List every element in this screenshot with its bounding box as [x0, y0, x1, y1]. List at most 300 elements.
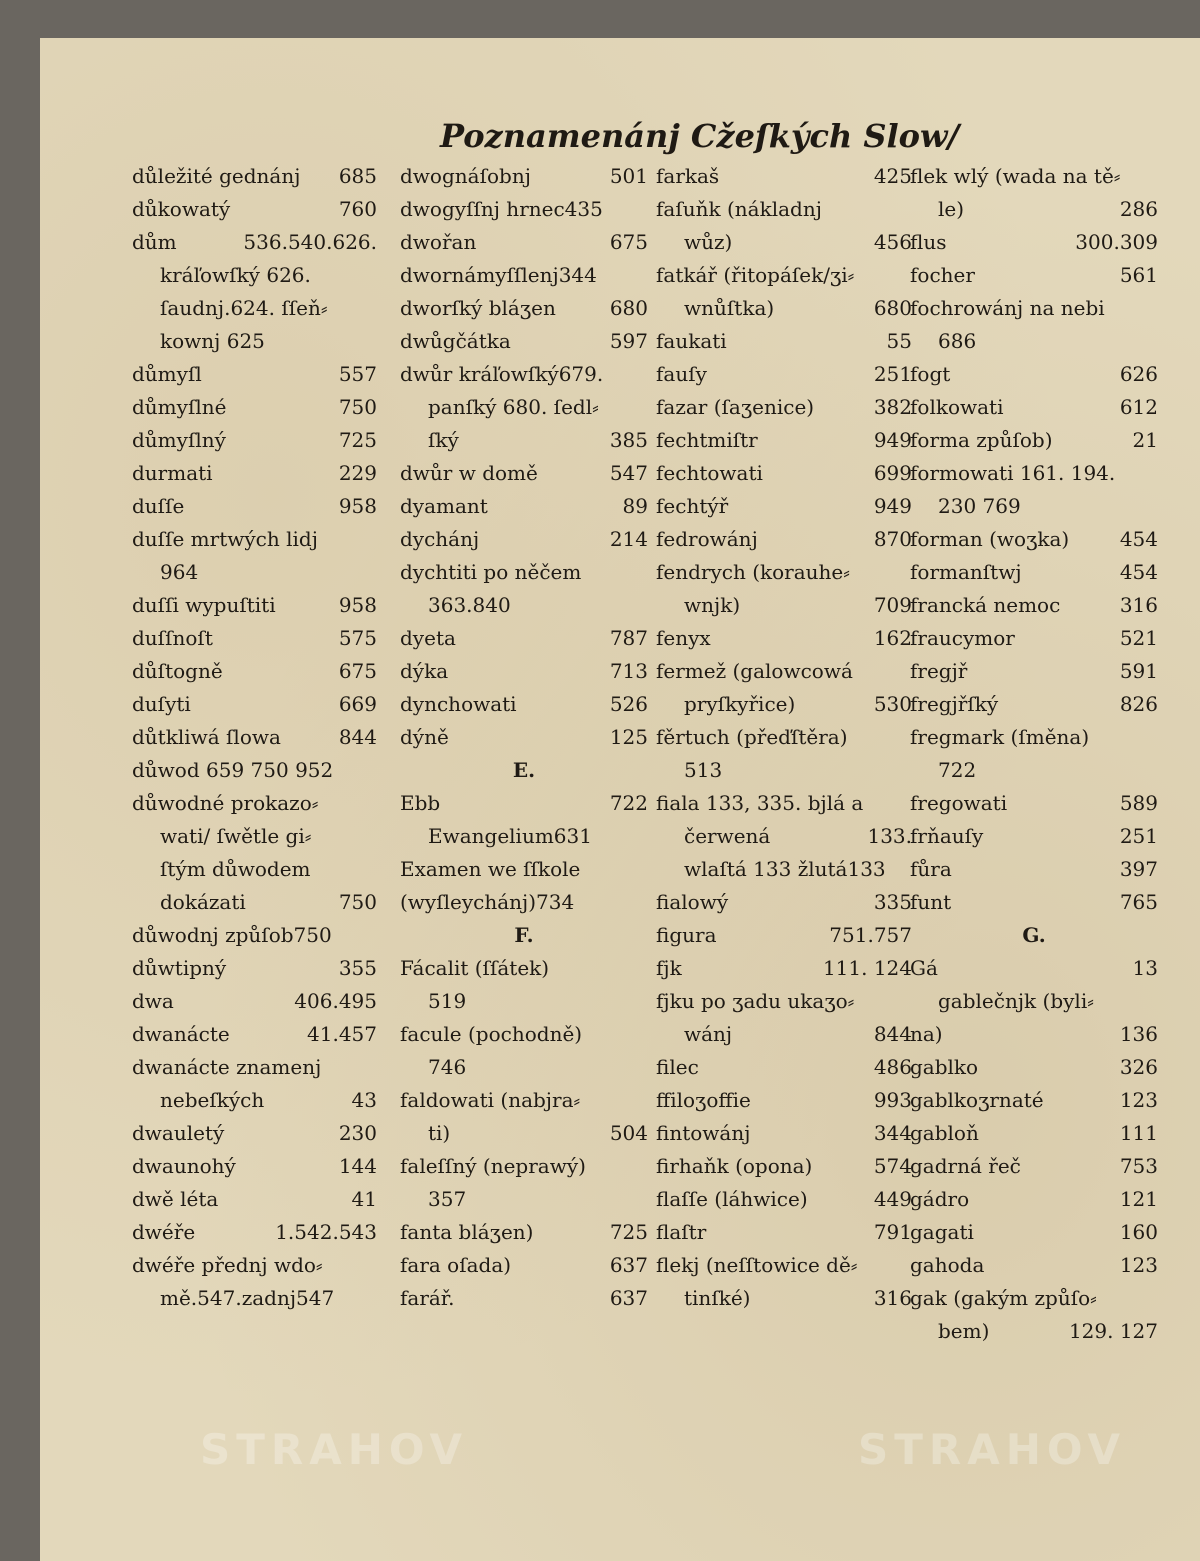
index-entry [910, 292, 1158, 325]
entry-term: ſtým důwodem [160, 857, 311, 881]
index-entry [656, 523, 912, 556]
index-entry [400, 1282, 648, 1315]
index-entry [656, 292, 912, 325]
entry-page-number: 680 [609, 296, 648, 320]
index-entry [910, 952, 1158, 985]
index-entry [132, 589, 377, 622]
index-entry [400, 754, 648, 787]
index-entry [132, 886, 377, 919]
index-entry [132, 1183, 377, 1216]
index-entry [132, 952, 377, 985]
entry-page-number: 251 [1119, 824, 1158, 848]
entry-term: důmyſl [132, 362, 202, 386]
entry-page-number: 111 [1119, 1121, 1158, 1145]
index-entry [400, 1183, 648, 1216]
entry-term: wánj [684, 1022, 733, 1046]
index-entry [132, 1018, 377, 1051]
index-entry [656, 1150, 912, 1183]
entry-term: 513 [684, 758, 723, 782]
entry-page-number: 709 [873, 593, 912, 617]
entry-term: důtkliwá ſlowa [132, 725, 281, 749]
entry-page-number: 536.540.626. [243, 230, 377, 254]
index-entry [656, 457, 912, 490]
index-entry [910, 193, 1158, 226]
index-column-1 [132, 160, 377, 1315]
entry-term: 746 [428, 1055, 467, 1079]
entry-term: bem) [938, 1319, 990, 1343]
entry-term: funt [910, 890, 952, 914]
entry-term: figura [656, 923, 717, 947]
entry-page-number: 136 [1119, 1022, 1158, 1046]
entry-page-number: 574 [873, 1154, 912, 1178]
entry-term: gadrná řeč [910, 1154, 1021, 1178]
index-entry [656, 952, 912, 985]
index-entry [132, 622, 377, 655]
index-entry [400, 820, 648, 853]
index-entry [656, 1282, 912, 1315]
entry-page-number: 89 [622, 494, 648, 518]
index-entry [400, 556, 648, 589]
entry-page-number: 557 [338, 362, 377, 386]
entry-page-number: 449 [873, 1187, 912, 1211]
entry-term: fintowánj [656, 1121, 751, 1145]
entry-term: důwodnj způſob750 [132, 923, 332, 947]
index-entry [132, 391, 377, 424]
index-entry [910, 721, 1158, 754]
entry-term: důmyſlný [132, 428, 226, 452]
entry-page-number: 214 [609, 527, 648, 551]
entry-term: focher [910, 263, 975, 287]
entry-term: fregowati [910, 791, 1008, 815]
entry-term: ſký [428, 428, 459, 452]
entry-term: důležité gednánj [132, 164, 301, 188]
index-entry [910, 523, 1158, 556]
index-entry [400, 721, 648, 754]
index-entry [656, 1249, 912, 1282]
entry-page-number: 21 [1132, 428, 1158, 452]
entry-term: fazar (ſaʒenice) [656, 395, 815, 419]
entry-term: fiala 133, 335. bjlá a [656, 791, 864, 815]
index-entry [910, 754, 1158, 787]
entry-term: flekj (neſſtowice dě⸗ [656, 1253, 858, 1277]
entry-page-number: 637 [609, 1286, 648, 1310]
entry-term: fochrowánj na nebi [910, 296, 1105, 320]
entry-term: 686 [938, 329, 977, 353]
entry-page-number: 949 [873, 494, 912, 518]
entry-term: filec [656, 1055, 699, 1079]
index-entry [400, 358, 648, 391]
index-entry [132, 457, 377, 490]
entry-page-number: 958 [338, 593, 377, 617]
entry-term: na) [910, 1022, 943, 1046]
entry-term: dwanácte [132, 1022, 230, 1046]
entry-page-number: 300.309 [1075, 230, 1158, 254]
entry-term: fechtýř [656, 494, 729, 518]
entry-term: faukati [656, 329, 727, 353]
entry-term: dwaunohý [132, 1154, 236, 1178]
entry-term: duſſe [132, 494, 185, 518]
index-entry [910, 1216, 1158, 1249]
index-entry [910, 886, 1158, 919]
index-entry [132, 820, 377, 853]
index-entry [400, 787, 648, 820]
entry-term: wlaſtá 133 žlutá133 [684, 857, 886, 881]
index-entry [910, 1051, 1158, 1084]
index-entry [132, 721, 377, 754]
index-entry [656, 655, 912, 688]
entry-term: gablkoʒrnaté [910, 1088, 1044, 1112]
page-title: Poznamenánj Cžeſkých Slow/ [440, 117, 960, 155]
entry-page-number: 123 [1119, 1088, 1158, 1112]
entry-page-number: 129. 127 [1068, 1319, 1158, 1343]
index-entry [910, 424, 1158, 457]
entry-term: dwogyſſnj hrnec435 [400, 197, 603, 221]
entry-page-number: 230 [338, 1121, 377, 1145]
index-column-3 [656, 160, 912, 1315]
index-entry [400, 424, 648, 457]
index-entry [400, 952, 648, 985]
index-entry [910, 1084, 1158, 1117]
index-entry [910, 160, 1158, 193]
index-entry [400, 1249, 648, 1282]
index-entry [656, 490, 912, 523]
index-entry [656, 1051, 912, 1084]
index-entry [400, 589, 648, 622]
index-entry [400, 886, 648, 919]
entry-term: panſký 680. ſedl⸗ [428, 395, 599, 419]
entry-page-number: 844 [338, 725, 377, 749]
entry-term: čerwená [684, 824, 771, 848]
index-entry [910, 259, 1158, 292]
index-entry [656, 556, 912, 589]
entry-term: dokázati [160, 890, 246, 914]
entry-page-number: 229 [338, 461, 377, 485]
entry-page-number: 382 [873, 395, 912, 419]
index-entry [132, 1150, 377, 1183]
entry-term: le) [938, 197, 965, 221]
index-entry [132, 1084, 377, 1117]
entry-term: duſſe mrtwých lidj [132, 527, 318, 551]
entry-term: francká nemoc [910, 593, 1061, 617]
entry-page-number: 111. 124 [822, 956, 912, 980]
entry-term: důkowatý [132, 197, 231, 221]
entry-term: E. [512, 758, 536, 782]
entry-term: fatkář (řitopáſek/ʒi⸗ [656, 263, 855, 287]
entry-page-number: 597 [609, 329, 648, 353]
index-entry [910, 457, 1158, 490]
index-entry [400, 160, 648, 193]
entry-term: dwě léta [132, 1187, 219, 1211]
entry-page-number: 456 [873, 230, 912, 254]
index-entry [910, 226, 1158, 259]
entry-term: důmyſlné [132, 395, 227, 419]
entry-page-number: 425 [873, 164, 912, 188]
index-entry [400, 193, 648, 226]
index-entry [656, 1084, 912, 1117]
entry-term: 722 [938, 758, 977, 782]
entry-term: wnjk) [684, 593, 741, 617]
entry-term: dwéře [132, 1220, 196, 1244]
entry-page-number: 685 [338, 164, 377, 188]
index-entry [910, 391, 1158, 424]
entry-term: fermež (galowcowá [656, 659, 853, 683]
entry-term: wnůſtka) [684, 296, 775, 320]
entry-page-number: 385 [609, 428, 648, 452]
entry-term: gahoda [910, 1253, 985, 1277]
index-entry [910, 589, 1158, 622]
index-entry [910, 358, 1158, 391]
entry-page-number: 787 [609, 626, 648, 650]
index-entry [400, 391, 648, 424]
entry-term: dům [132, 230, 177, 254]
entry-term: Gá [910, 956, 938, 980]
index-entry [656, 820, 912, 853]
index-entry [132, 226, 377, 259]
index-entry [400, 325, 648, 358]
entry-page-number: 750 [338, 395, 377, 419]
entry-term: flaſtr [656, 1220, 707, 1244]
index-entry [132, 193, 377, 226]
index-entry [132, 556, 377, 589]
entry-term: wati/ ſwětle gi⸗ [160, 824, 312, 848]
entry-term: forman (woʒka) [910, 527, 1070, 551]
index-entry [910, 688, 1158, 721]
entry-page-number: 751.757 [829, 923, 912, 947]
entry-term: fialowý [656, 890, 729, 914]
entry-page-number: 41 [351, 1187, 377, 1211]
entry-page-number: 316 [873, 1286, 912, 1310]
entry-page-number: 355 [338, 956, 377, 980]
index-entry [910, 622, 1158, 655]
entry-term: dwůgčátka [400, 329, 511, 353]
entry-page-number: 41.457 [307, 1022, 377, 1046]
index-entry [400, 523, 648, 556]
index-entry [656, 985, 912, 1018]
index-entry [910, 787, 1158, 820]
index-entry [132, 259, 377, 292]
entry-term: důwtipný [132, 956, 227, 980]
entry-term: dwa [132, 989, 174, 1013]
entry-term: gablečnjk (byli⸗ [938, 989, 1094, 1013]
entry-page-number: 406.495 [294, 989, 377, 1013]
entry-term: důſtogně [132, 659, 223, 683]
index-entry [400, 457, 648, 490]
index-entry [910, 556, 1158, 589]
entry-term: dworſký bláʒen [400, 296, 556, 320]
entry-page-number: 326 [1119, 1055, 1158, 1079]
entry-term: důwodné prokazo⸗ [132, 791, 319, 815]
entry-term: durmati [132, 461, 213, 485]
entry-term: (wyſleychánj)734 [400, 890, 575, 914]
index-entry [132, 1117, 377, 1150]
index-entry [910, 1282, 1158, 1315]
entry-page-number: 765 [1119, 890, 1158, 914]
entry-page-number: 13 [1132, 956, 1158, 980]
entry-term: gabloň [910, 1121, 979, 1145]
entry-page-number: 504 [609, 1121, 648, 1145]
entry-term: dychánj [400, 527, 480, 551]
entry-page-number: 55 [886, 329, 912, 353]
entry-term: 519 [428, 989, 467, 1013]
index-entry [132, 655, 377, 688]
index-entry [400, 1018, 648, 1051]
index-entry [132, 1282, 377, 1315]
index-entry [400, 688, 648, 721]
entry-page-number: 750 [338, 890, 377, 914]
index-entry [132, 985, 377, 1018]
entry-term: faſuňk (nákladnj [656, 197, 822, 221]
entry-term: 363.840 [428, 593, 511, 617]
entry-term: fauſy [656, 362, 707, 386]
entry-page-number: 133. [867, 824, 912, 848]
entry-term: dychtiti po něčem [400, 560, 582, 584]
index-entry [656, 259, 912, 292]
index-entry [910, 820, 1158, 853]
entry-page-number: 949 [873, 428, 912, 452]
index-entry [400, 1150, 648, 1183]
entry-term: dwůr w domě [400, 461, 538, 485]
entry-term: mě.547.zadnj547 [160, 1286, 335, 1310]
entry-page-number: 575 [338, 626, 377, 650]
entry-page-number: 675 [338, 659, 377, 683]
entry-term: fogt [910, 362, 951, 386]
entry-page-number: 993 [873, 1088, 912, 1112]
entry-term: Ebb [400, 791, 441, 815]
entry-page-number: 121 [1119, 1187, 1158, 1211]
entry-page-number: 844 [873, 1022, 912, 1046]
entry-term: farkaš [656, 164, 720, 188]
entry-term: flus [910, 230, 947, 254]
entry-term: nebeſkých [160, 1088, 265, 1112]
entry-term: flek wlý (wada na tě⸗ [910, 164, 1121, 188]
index-entry [656, 358, 912, 391]
index-entry [132, 523, 377, 556]
entry-term: fanta bláʒen) [400, 1220, 534, 1244]
index-entry [132, 754, 377, 787]
entry-term: fregjřſký [910, 692, 999, 716]
entry-term: fěrtuch (přeďſtěra) [656, 725, 848, 749]
index-entry [400, 853, 648, 886]
index-entry [910, 325, 1158, 358]
index-entry [400, 226, 648, 259]
entry-term: facule (pochodně) [400, 1022, 583, 1046]
entry-page-number: 123 [1119, 1253, 1158, 1277]
index-entry [400, 490, 648, 523]
watermark: STRAHOV [858, 1425, 1126, 1474]
index-entry [400, 1117, 648, 1150]
entry-page-number: 722 [609, 791, 648, 815]
index-column-4 [910, 160, 1158, 1348]
index-entry [656, 754, 912, 787]
entry-term: 357 [428, 1187, 467, 1211]
index-entry [910, 853, 1158, 886]
entry-term: fjku po ʒadu ukaʒo⸗ [656, 989, 855, 1013]
entry-term: 964 [160, 560, 199, 584]
index-entry [400, 985, 648, 1018]
entry-term: kráľowſký 626. [160, 263, 311, 287]
index-entry [656, 424, 912, 457]
entry-term: kownj 625 [160, 329, 265, 353]
entry-term: forma způſob) [910, 428, 1053, 452]
index-entry [656, 391, 912, 424]
index-entry [400, 655, 648, 688]
index-entry [910, 1018, 1158, 1051]
index-entry [910, 919, 1158, 952]
index-entry [656, 919, 912, 952]
index-entry [132, 490, 377, 523]
index-entry [910, 1117, 1158, 1150]
index-entry [656, 853, 912, 886]
entry-term: ſaudnj.624. ſſeň⸗ [160, 296, 328, 320]
entry-page-number: 725 [338, 428, 377, 452]
entry-page-number: 760 [338, 197, 377, 221]
entry-page-number: 454 [1119, 560, 1158, 584]
index-entry [910, 490, 1158, 523]
entry-term: Examen we ſſkole [400, 857, 581, 881]
entry-page-number: 791 [873, 1220, 912, 1244]
entry-page-number: 344 [873, 1121, 912, 1145]
entry-page-number: 43 [351, 1088, 377, 1112]
index-entry [656, 1018, 912, 1051]
entry-term: formanſtwj [910, 560, 1022, 584]
entry-page-number: 725 [609, 1220, 648, 1244]
entry-term: formowati 161. 194. [910, 461, 1116, 485]
entry-term: firhaňk (opona) [656, 1154, 813, 1178]
entry-term: fendrych (korauhe⸗ [656, 560, 850, 584]
entry-term: fechtowati [656, 461, 763, 485]
entry-term: gádro [910, 1187, 970, 1211]
index-column-2 [400, 160, 648, 1315]
entry-term: dwognáſobnj [400, 164, 531, 188]
entry-page-number: 397 [1119, 857, 1158, 881]
entry-page-number: 286 [1119, 197, 1158, 221]
entry-page-number: 125 [609, 725, 648, 749]
entry-page-number: 530 [873, 692, 912, 716]
entry-term: dwornámyſſlenj344 [400, 263, 597, 287]
entry-page-number: 162 [873, 626, 912, 650]
entry-page-number: 669 [338, 692, 377, 716]
index-entry [656, 688, 912, 721]
index-entry [132, 787, 377, 820]
entry-page-number: 1.542.543 [275, 1220, 377, 1244]
index-entry [910, 1249, 1158, 1282]
index-entry [400, 919, 648, 952]
index-entry [910, 1315, 1158, 1348]
entry-term: dyamant [400, 494, 488, 518]
entry-page-number: 753 [1119, 1154, 1158, 1178]
index-entry [132, 1216, 377, 1249]
index-entry [656, 1216, 912, 1249]
entry-term: wůz) [684, 230, 733, 254]
entry-page-number: 316 [1119, 593, 1158, 617]
entry-page-number: 612 [1119, 395, 1158, 419]
entry-term: dýně [400, 725, 449, 749]
entry-term: gagati [910, 1220, 974, 1244]
entry-page-number: 713 [609, 659, 648, 683]
entry-term: dwéře přednj wdo⸗ [132, 1253, 323, 1277]
index-entry [656, 721, 912, 754]
entry-term: dýka [400, 659, 449, 683]
index-entry [400, 292, 648, 325]
index-entry [132, 1249, 377, 1282]
entry-term: ti) [428, 1121, 451, 1145]
entry-page-number: 547 [609, 461, 648, 485]
entry-term: důwod 659 750 952 [132, 758, 334, 782]
entry-term: 230 769 [938, 494, 1021, 518]
entry-term: faldowati (nabjra⸗ [400, 1088, 581, 1112]
entry-page-number: 454 [1119, 527, 1158, 551]
entry-term: Fácalit (ſſátek) [400, 956, 550, 980]
